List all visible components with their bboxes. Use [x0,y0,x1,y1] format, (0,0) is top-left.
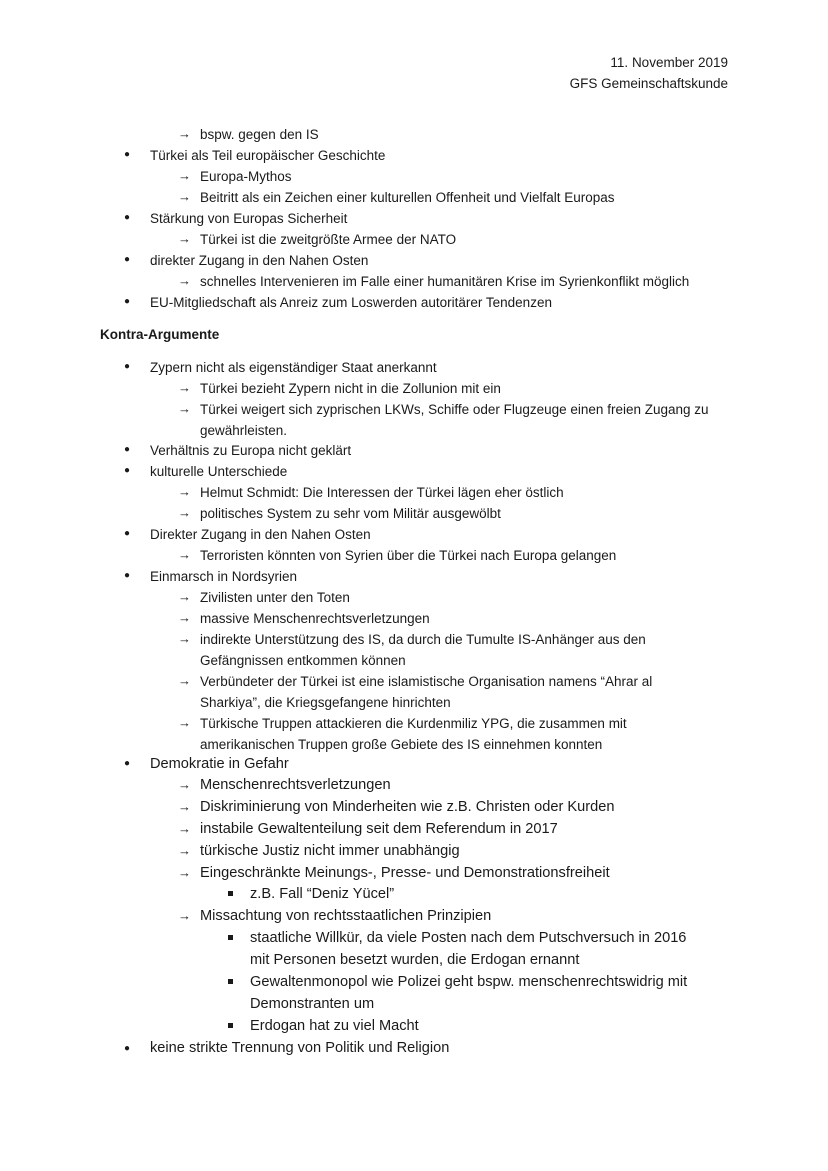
arrow-icon: → [178,673,191,688]
bullet-icon: ● [124,444,131,455]
list-item: kulturelle Unterschiede [150,464,288,479]
header-date: 11. November 2019 [610,55,728,70]
list-item: Direkter Zugang in den Nahen Osten [150,527,371,542]
list-item: Gewaltenmonopol wie Polizei geht bspw. menschenrechtswidrig mit [250,974,688,990]
list-item: z.B. Fall “Deniz Yücel” [250,886,395,902]
bullet-icon: ● [124,1043,131,1054]
square-bullet-icon [228,935,233,940]
list-item-continuation: amerikanischen Truppen große Gebiete des IS einnehmen konnten [200,737,603,752]
arrow-icon: → [178,484,191,499]
bullet-icon: ● [124,758,131,769]
arrow-icon: → [178,189,191,204]
arrow-icon: → [178,843,191,858]
bullet-icon: ● [124,361,131,372]
list-item: Helmut Schmidt: Die Interessen der Türkei lägen eher östlich [200,485,564,500]
page-header [570,52,728,94]
list-item: bspw. gegen den IS [200,127,319,142]
list-item: EU-Mitgliedschaft als Anreiz zum Loswerden autoritärer Tendenzen [150,295,552,310]
list-item: Diskriminierung von Minderheiten wie z.B. Christen oder Kurden [200,799,615,815]
arrow-icon: → [178,401,191,416]
list-item: Türkei ist die zweitgrößte Armee der NATO [200,232,457,247]
arrow-icon: → [178,126,191,141]
arrow-icon: → [178,865,191,880]
list-item-continuation: gewährleisten. [200,423,288,438]
arrow-icon: → [178,715,191,730]
arrow-icon: → [178,610,191,625]
arrow-icon: → [178,547,191,562]
arrow-icon: → [178,380,191,395]
arrow-icon: → [178,168,191,183]
bullet-icon: ● [124,296,131,307]
list-item: Türkische Truppen attackieren die Kurdenmiliz YPG, die zusammen mit [200,716,627,731]
list-item: Erdogan hat zu viel Macht [250,1018,419,1034]
list-item: massive Menschenrechtsverletzungen [200,611,430,626]
list-item-continuation: Sharkiya”, die Kriegsgefangene hinrichten [200,695,451,710]
list-item: Beitritt als ein Zeichen einer kulturellen Offenheit und Vielfalt Europas [200,190,615,205]
bullet-icon: ● [124,465,131,476]
bullet-icon: ● [124,570,131,581]
arrow-icon: → [178,231,191,246]
arrow-icon: → [178,505,191,520]
list-item-continuation: mit Personen besetzt wurden, die Erdogan ernannt [250,952,580,968]
list-item: Stärkung von Europas Sicherheit [150,211,348,226]
list-item: Terroristen könnten von Syrien über die Türkei nach Europa gelangen [200,548,617,563]
list-item: Türkei als Teil europäischer Geschichte [150,148,386,163]
list-item: Zypern nicht als eigenständiger Staat anerkannt [150,360,437,375]
list-item: indirekte Unterstützung des IS, da durch die Tumulte IS-Anhänger aus den [200,632,646,647]
header-subject: GFS Gemeinschaftskunde [569,76,728,91]
arrow-icon: → [178,908,191,923]
square-bullet-icon [228,1023,233,1028]
bullet-icon: ● [124,212,131,223]
list-item: direkter Zugang in den Nahen Osten [150,253,369,268]
list-item: Missachtung von rechtsstaatlichen Prinzipien [200,908,492,924]
square-bullet-icon [228,979,233,984]
section-heading: Kontra-Argumente [100,327,220,342]
arrow-icon: → [178,631,191,646]
list-item: Türkei bezieht Zypern nicht in die Zollunion mit ein [200,381,501,396]
list-item: Verhältnis zu Europa nicht geklärt [150,443,352,458]
list-item: Türkei weigert sich zyprischen LKWs, Schiffe oder Flugzeuge einen freien Zugang zu [200,402,709,417]
arrow-icon: → [178,821,191,836]
list-item: Einmarsch in Nordsyrien [150,569,298,584]
list-item: staatliche Willkür, da viele Posten nach dem Putschversuch in 2016 [250,930,687,946]
arrow-icon: → [178,777,191,792]
list-item: keine strikte Trennung von Politik und Religion [150,1040,450,1056]
list-item-continuation: Demonstranten um [250,996,375,1012]
arrow-icon: → [178,273,191,288]
list-item: türkische Justiz nicht immer unabhängig [200,843,460,859]
list-item: instabile Gewaltenteilung seit dem Referendum in 2017 [200,821,558,837]
arrow-icon: → [178,589,191,604]
square-bullet-icon [228,891,233,896]
arrow-icon: → [178,799,191,814]
list-item-continuation: Gefängnissen entkommen können [200,653,406,668]
list-item: Verbündeter der Türkei ist eine islamistische Organisation namens “Ahrar al [200,674,653,689]
list-item: Menschenrechtsverletzungen [200,777,391,793]
list-item: Zivilisten unter den Toten [200,590,350,605]
bullet-icon: ● [124,254,131,265]
list-item: Demokratie in Gefahr [150,756,289,772]
bullet-icon: ● [124,149,131,160]
list-item: schnelles Intervenieren im Falle einer humanitären Krise im Syrienkonflikt möglich [200,274,690,289]
list-item: Europa-Mythos [200,169,292,184]
list-item: politisches System zu sehr vom Militär ausgewölbt [200,506,501,521]
bullet-icon: ● [124,528,131,539]
list-item: Eingeschränkte Meinungs-, Presse- und Demonstrationsfreiheit [200,865,610,881]
